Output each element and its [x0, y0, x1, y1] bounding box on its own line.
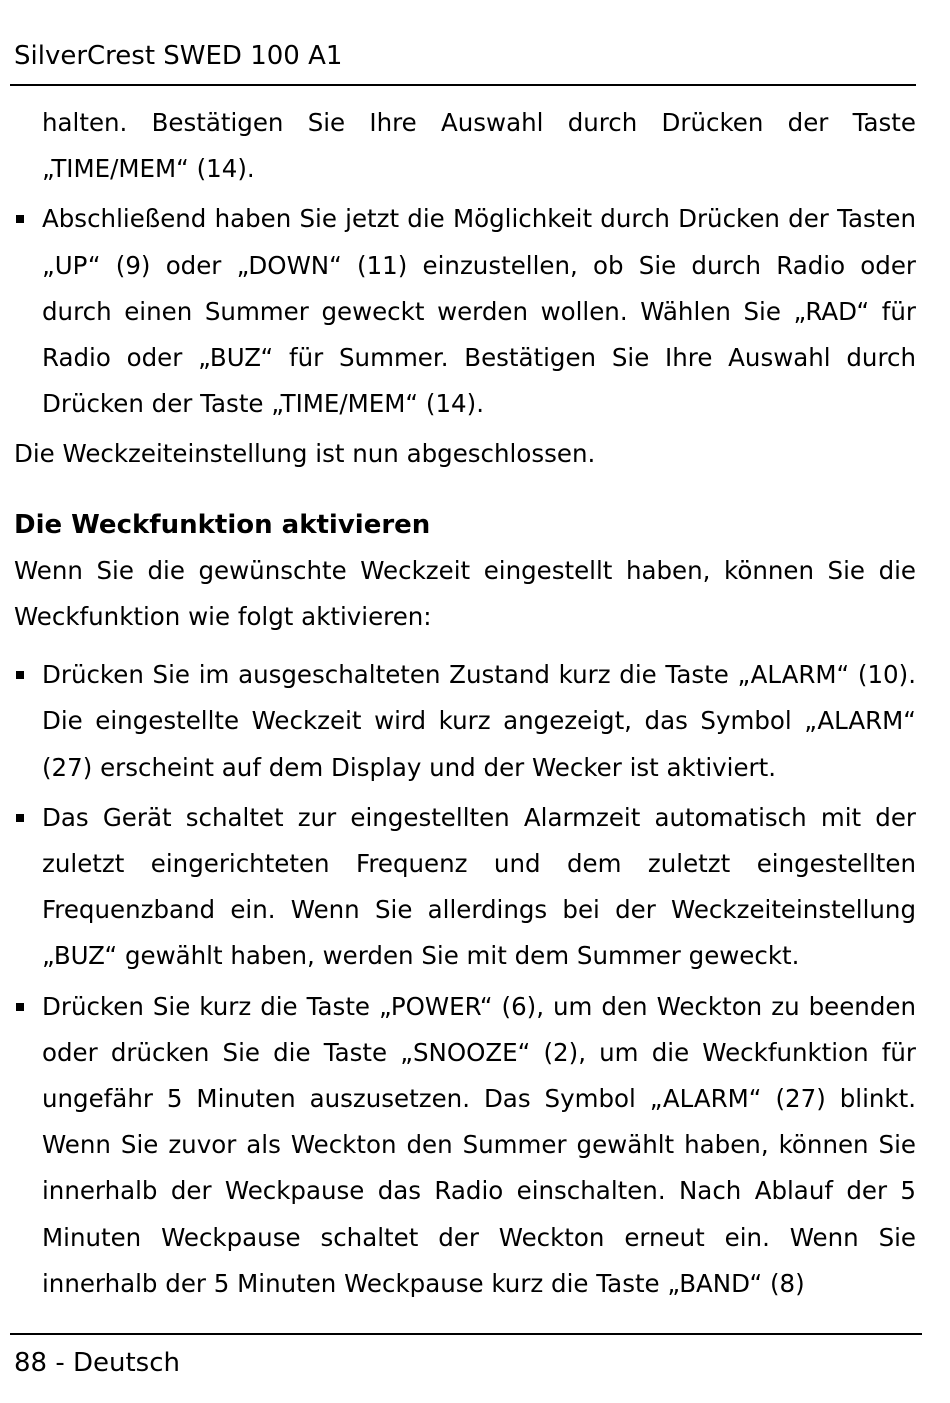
section-heading: Die Weckfunktion aktivieren — [14, 509, 431, 540]
paragraph-text: Die Weckzeiteinstellung ist nun abgeschlossen. — [14, 439, 596, 469]
list-item — [14, 196, 916, 427]
paragraph-text: halten. Bestätigen Sie Ihre Auswahl durch Drücken der Taste „TIME/MEM“ (14). — [42, 108, 916, 184]
paragraph — [14, 548, 916, 640]
list-item — [14, 795, 916, 980]
running-header: SilverCrest SWED 100 A1 — [14, 41, 343, 71]
list-item — [14, 652, 916, 791]
paragraph-text: Wenn Sie die gewünschte Weckzeit eingestellt haben, können Sie die Weckfunktion wie folgt aktivieren: — [14, 555, 916, 632]
paragraph-text: Drücken Sie im ausgeschalteten Zustand kurz die Taste „ALARM“ (10). Die eingestellte Weckzeit wird kurz angezeigt, das Symbol „ALARM“ (27) erscheint auf dem Display und der Wecker ist aktiviert. — [42, 660, 916, 782]
page-footer: 88 - Deutsch — [14, 1348, 181, 1378]
header-divider — [10, 84, 916, 86]
continued-list-item-text — [14, 100, 916, 192]
paragraph-text: Abschließend haben Sie jetzt die Möglichkeit durch Drücken der Tasten „UP“ (9) oder „DOWN“ (11) einzustellen, ob Sie durch Radio oder durch einen Summer geweckt werden wollen. Wählen Sie „RAD“ für Radio oder „BUZ“ für Summer. Bestätigen Sie Ihre Auswahl durch Drücken der Taste „TIME/MEM“ (14). — [42, 204, 916, 419]
paragraph-text: Drücken Sie kurz die Taste „POWER“ (6), um den Weckton zu beenden oder drücken Sie die Taste „SNOOZE“ (2), um die Weckfunktion für ungefähr 5 Minuten auszusetzen. Das Symbol „ALARM“ (27) blinkt. Wenn Sie zuvor als Weckton den Summer gewählt haben, können Sie innerhalb der Weckpause das Radio einschalten. Nach Ablauf der 5 Minuten Weckpause schaltet der Weckton erneut ein. Wenn Sie innerhalb der 5 Minuten Weckpause kurz die Taste „BAND“ (8) — [42, 991, 916, 1298]
paragraph-text: Das Gerät schaltet zur eingestellten Alarmzeit automatisch mit der zuletzt eingerichteten Frequenz und dem zuletzt eingestellten Frequenzband ein. Wenn Sie allerdings bei der Weckzeiteinstellung „BUZ“ gewählt haben, werden Sie mit dem Summer geweckt. — [42, 802, 916, 971]
list-item — [14, 984, 916, 1307]
footer-divider — [10, 1333, 922, 1335]
paragraph — [14, 431, 916, 477]
page-body — [14, 100, 916, 1307]
